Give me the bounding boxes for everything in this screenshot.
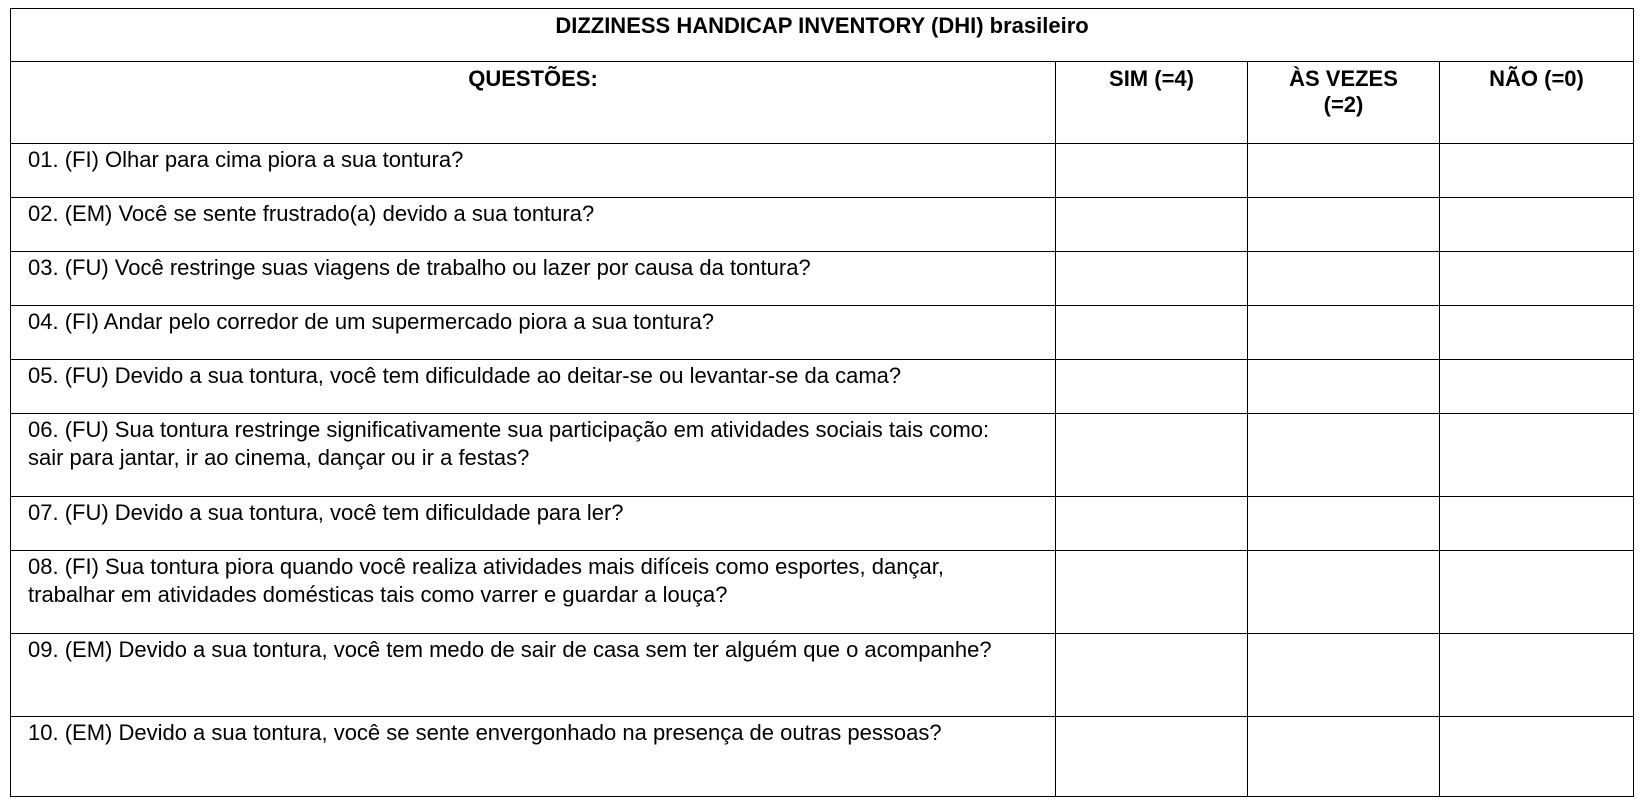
question-text: 09. (EM) Devido a sua tontura, você tem medo de sair de casa sem ter alguém que o acompanhe? xyxy=(11,634,1056,717)
question-text: 04. (FI) Andar pelo corredor de um supermercado piora a sua tontura? xyxy=(11,306,1056,360)
answer-yes-cell[interactable] xyxy=(1056,252,1248,306)
answer-yes-cell[interactable] xyxy=(1056,144,1248,198)
answer-no-cell[interactable] xyxy=(1440,252,1634,306)
header-row xyxy=(11,62,1634,144)
answer-no-cell[interactable] xyxy=(1440,360,1634,414)
question-row xyxy=(11,306,1634,360)
answer-no-cell[interactable] xyxy=(1440,497,1634,551)
answer-yes-cell[interactable] xyxy=(1056,497,1248,551)
answer-no-cell[interactable] xyxy=(1440,551,1634,634)
header-questions: QUESTÕES: xyxy=(11,62,1056,144)
answer-no-cell[interactable] xyxy=(1440,634,1634,717)
question-row xyxy=(11,497,1634,551)
answer-no-cell[interactable] xyxy=(1440,717,1634,797)
answer-sometimes-cell[interactable] xyxy=(1248,252,1440,306)
question-row xyxy=(11,360,1634,414)
answer-no-cell[interactable] xyxy=(1440,414,1634,497)
question-text: 06. (FU) Sua tontura restringe significativamente sua participação em atividades sociais tais como: sair para jantar, ir ao cinema, dançar ou ir a festas? xyxy=(11,414,1056,497)
answer-no-cell[interactable] xyxy=(1440,198,1634,252)
dhi-questionnaire-table xyxy=(10,8,1634,797)
answer-no-cell[interactable] xyxy=(1440,306,1634,360)
question-row xyxy=(11,144,1634,198)
question-row xyxy=(11,717,1634,797)
answer-sometimes-cell[interactable] xyxy=(1248,414,1440,497)
question-text: 05. (FU) Devido a sua tontura, você tem dificuldade ao deitar-se ou levantar-se da cama? xyxy=(11,360,1056,414)
answer-sometimes-cell[interactable] xyxy=(1248,144,1440,198)
answer-sometimes-cell[interactable] xyxy=(1248,360,1440,414)
answer-yes-cell[interactable] xyxy=(1056,414,1248,497)
question-row xyxy=(11,634,1634,717)
answer-yes-cell[interactable] xyxy=(1056,198,1248,252)
answer-sometimes-cell[interactable] xyxy=(1248,198,1440,252)
answer-sometimes-cell[interactable] xyxy=(1248,306,1440,360)
question-text: 02. (EM) Você se sente frustrado(a) devido a sua tontura? xyxy=(11,198,1056,252)
answer-yes-cell[interactable] xyxy=(1056,551,1248,634)
title-row xyxy=(11,9,1634,62)
answer-yes-cell[interactable] xyxy=(1056,717,1248,797)
answer-sometimes-cell[interactable] xyxy=(1248,717,1440,797)
answer-sometimes-cell[interactable] xyxy=(1248,551,1440,634)
question-text: 07. (FU) Devido a sua tontura, você tem dificuldade para ler? xyxy=(11,497,1056,551)
answer-yes-cell[interactable] xyxy=(1056,360,1248,414)
header-no: NÃO (=0) xyxy=(1440,62,1634,144)
question-row xyxy=(11,252,1634,306)
form-title: DIZZINESS HANDICAP INVENTORY (DHI) brasileiro xyxy=(11,9,1634,62)
header-sometimes xyxy=(1248,62,1440,144)
question-text: 08. (FI) Sua tontura piora quando você realiza atividades mais difíceis como esportes, dançar, trabalhar em atividades domésticas tais como varrer e guardar a louça? xyxy=(11,551,1056,634)
answer-sometimes-cell[interactable] xyxy=(1248,497,1440,551)
question-text: 10. (EM) Devido a sua tontura, você se sente envergonhado na presença de outras pessoas? xyxy=(11,717,1056,797)
answer-yes-cell[interactable] xyxy=(1056,306,1248,360)
answer-no-cell[interactable] xyxy=(1440,144,1634,198)
question-row xyxy=(11,551,1634,634)
header-sometimes-line1: ÀS VEZES xyxy=(1289,66,1398,91)
question-row xyxy=(11,414,1634,497)
header-sometimes-line2: (=2) xyxy=(1323,92,1364,117)
answer-sometimes-cell[interactable] xyxy=(1248,634,1440,717)
question-text: 01. (FI) Olhar para cima piora a sua tontura? xyxy=(11,144,1056,198)
header-yes: SIM (=4) xyxy=(1056,62,1248,144)
question-row xyxy=(11,198,1634,252)
question-text: 03. (FU) Você restringe suas viagens de trabalho ou lazer por causa da tontura? xyxy=(11,252,1056,306)
answer-yes-cell[interactable] xyxy=(1056,634,1248,717)
